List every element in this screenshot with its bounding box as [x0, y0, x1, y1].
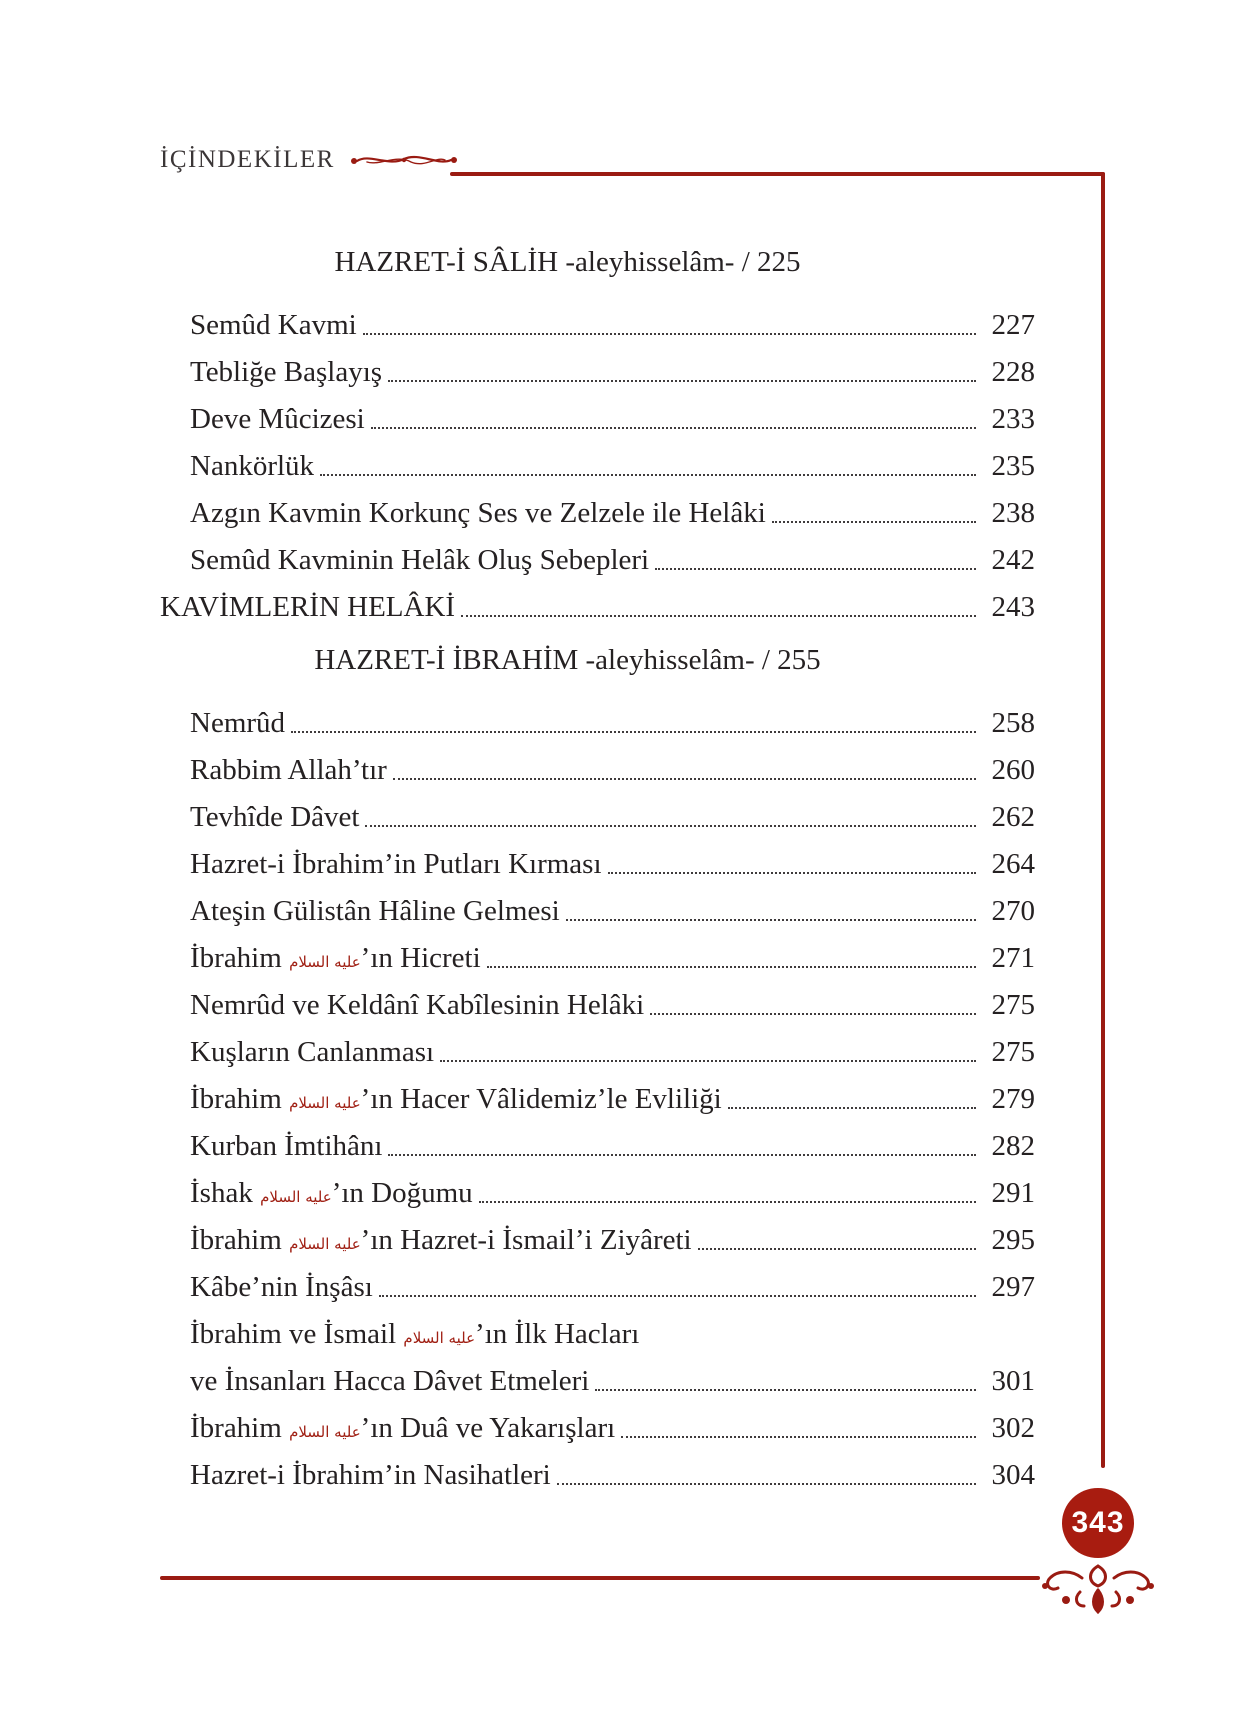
toc-entry	[160, 577, 1035, 624]
page-number-badge-text: 343	[1071, 1506, 1125, 1539]
dot-leader	[487, 966, 976, 968]
toc-entry	[190, 1304, 1035, 1351]
toc-entry	[190, 530, 1035, 577]
entry-label: Rabbim Allah’tır	[190, 754, 387, 786]
toc-entry	[190, 436, 1035, 483]
toc-entry	[190, 1445, 1035, 1492]
page-number: 227	[991, 309, 1035, 341]
page-number: 275	[991, 1036, 1035, 1068]
toc-entry	[190, 787, 1035, 834]
entry-label: İbrahim عليه السلام’ın Hacer Vâlidemiz’le Evliliği	[190, 1083, 722, 1115]
entry-label: İshak عليه السلام’ın Doğumu	[190, 1177, 473, 1209]
toc-entry	[190, 389, 1035, 436]
header-rule	[450, 172, 1105, 176]
dot-leader	[655, 568, 976, 570]
footer-flourish-icon	[1036, 1560, 1160, 1618]
aleyhisselam-calligraphy-icon: عليه السلام	[289, 1235, 361, 1253]
page-title: İÇİNDEKİLER	[160, 146, 335, 173]
entry-label: Nemrûd ve Keldânî Kabîlesinin Helâki	[190, 989, 645, 1021]
entry-label: Hazret-i İbrahim’in Nasihatleri	[190, 1459, 551, 1491]
dot-leader	[621, 1436, 976, 1438]
page-number: 279	[991, 1083, 1035, 1115]
page-number: 260	[991, 754, 1035, 786]
dot-leader	[557, 1483, 976, 1485]
page-number: 233	[991, 403, 1035, 435]
footer-rule	[160, 1576, 1040, 1580]
aleyhisselam-calligraphy-icon: عليه السلام	[289, 1094, 361, 1112]
entry-label: Hazret-i İbrahim’in Putları Kırması	[190, 848, 602, 880]
toc-entry	[190, 693, 1035, 740]
toc-entry	[190, 342, 1035, 389]
page-number: 258	[991, 707, 1035, 739]
entry-label: Deve Mûcizesi	[190, 403, 365, 435]
toc-entry	[190, 483, 1035, 530]
page-number: 242	[991, 544, 1035, 576]
dot-leader	[365, 825, 976, 827]
page-number: 228	[991, 356, 1035, 388]
entry-label: İbrahim ve İsmail عليه السلام’ın İlk Hacları	[190, 1318, 640, 1350]
dot-leader	[566, 919, 976, 921]
page-number: 238	[991, 497, 1035, 529]
page-number: 275	[991, 989, 1035, 1021]
aleyhisselam-calligraphy-icon: عليه السلام	[403, 1329, 476, 1347]
page-number: 235	[991, 450, 1035, 482]
entry-label: Semûd Kavmi	[190, 309, 357, 341]
entry-label: Semûd Kavminin Helâk Oluş Sebepleri	[190, 544, 650, 576]
entry-label: Azgın Kavmin Korkunç Ses ve Zelzele ile Helâki	[190, 497, 766, 529]
page-number: 304	[991, 1459, 1035, 1491]
page-number: 271	[991, 942, 1035, 974]
toc-entry	[190, 740, 1035, 787]
section-heading: HAZRET-İ SÂLİH -aleyhisselâm- / 225	[334, 246, 801, 278]
toc-entry	[190, 1210, 1035, 1257]
entry-label: Tevhîde Dâvet	[190, 801, 360, 833]
entry-label: İbrahim عليه السلام’ın Hazret-i İsmail’i Ziyâreti	[190, 1224, 692, 1256]
dot-leader	[650, 1013, 976, 1015]
dot-leader	[479, 1201, 976, 1203]
toc-entry	[190, 1163, 1035, 1210]
dot-leader	[388, 380, 976, 382]
dot-leader	[461, 615, 976, 617]
page-number: 291	[991, 1177, 1035, 1209]
entry-label: İbrahim عليه السلام’ın Hicreti	[190, 942, 481, 974]
entry-label: Kuşların Canlanması	[190, 1036, 435, 1068]
toc-entry	[190, 1398, 1035, 1445]
dot-leader	[320, 474, 976, 476]
aleyhisselam-calligraphy-icon: عليه السلام	[289, 953, 361, 971]
page-number: 297	[991, 1271, 1035, 1303]
page-number: 282	[991, 1130, 1035, 1162]
entry-label: Kâbe’nin İnşâsı	[190, 1271, 373, 1303]
section-heading: HAZRET-İ İBRAHİM -aleyhisselâm- / 255	[314, 644, 821, 676]
dot-leader	[728, 1107, 976, 1109]
toc-entry	[190, 1351, 1035, 1398]
entry-label: Ateşin Gülistân Hâline Gelmesi	[190, 895, 560, 927]
dot-leader	[393, 778, 976, 780]
table-of-contents	[160, 226, 1035, 1492]
dot-leader	[379, 1295, 976, 1297]
dot-leader	[608, 872, 976, 874]
entry-label: Tebliğe Başlayış	[190, 356, 383, 388]
toc-entry	[190, 1257, 1035, 1304]
dot-leader	[698, 1248, 976, 1250]
page-number: 270	[991, 895, 1035, 927]
page-number: 243	[991, 591, 1035, 623]
entry-label: Nankörlük	[190, 450, 315, 482]
entry-label: Nemrûd	[190, 707, 286, 739]
entry-label: ve İnsanları Hacca Dâvet Etmeleri	[190, 1365, 590, 1397]
dot-leader	[291, 731, 976, 733]
entry-label: Kurban İmtihânı	[190, 1130, 383, 1162]
page-number: 301	[991, 1365, 1035, 1397]
page-number: 295	[991, 1224, 1035, 1256]
dot-leader	[388, 1154, 976, 1156]
toc-entry	[190, 1116, 1035, 1163]
toc-entry	[190, 834, 1035, 881]
entry-label: KAVİMLERİN HELÂKİ	[160, 591, 456, 623]
entry-label: İbrahim عليه السلام’ın Duâ ve Yakarışları	[190, 1412, 616, 1444]
toc-entry	[190, 1069, 1035, 1116]
toc-entry	[190, 975, 1035, 1022]
dot-leader	[440, 1060, 976, 1062]
dot-leader	[371, 427, 976, 429]
page-badge	[1062, 1488, 1134, 1558]
dot-leader	[772, 521, 976, 523]
aleyhisselam-calligraphy-icon: عليه السلام	[260, 1188, 332, 1206]
toc-entry	[190, 295, 1035, 342]
dot-leader	[595, 1389, 976, 1391]
side-rule	[1101, 172, 1105, 1468]
toc-entry	[190, 881, 1035, 928]
page-number: 262	[991, 801, 1035, 833]
page-number: 302	[991, 1412, 1035, 1444]
aleyhisselam-calligraphy-icon: عليه السلام	[289, 1423, 361, 1441]
header-ornament-icon	[349, 150, 459, 170]
toc-entry	[190, 928, 1035, 975]
page-number: 264	[991, 848, 1035, 880]
dot-leader	[363, 333, 976, 335]
toc-entry	[190, 1022, 1035, 1069]
